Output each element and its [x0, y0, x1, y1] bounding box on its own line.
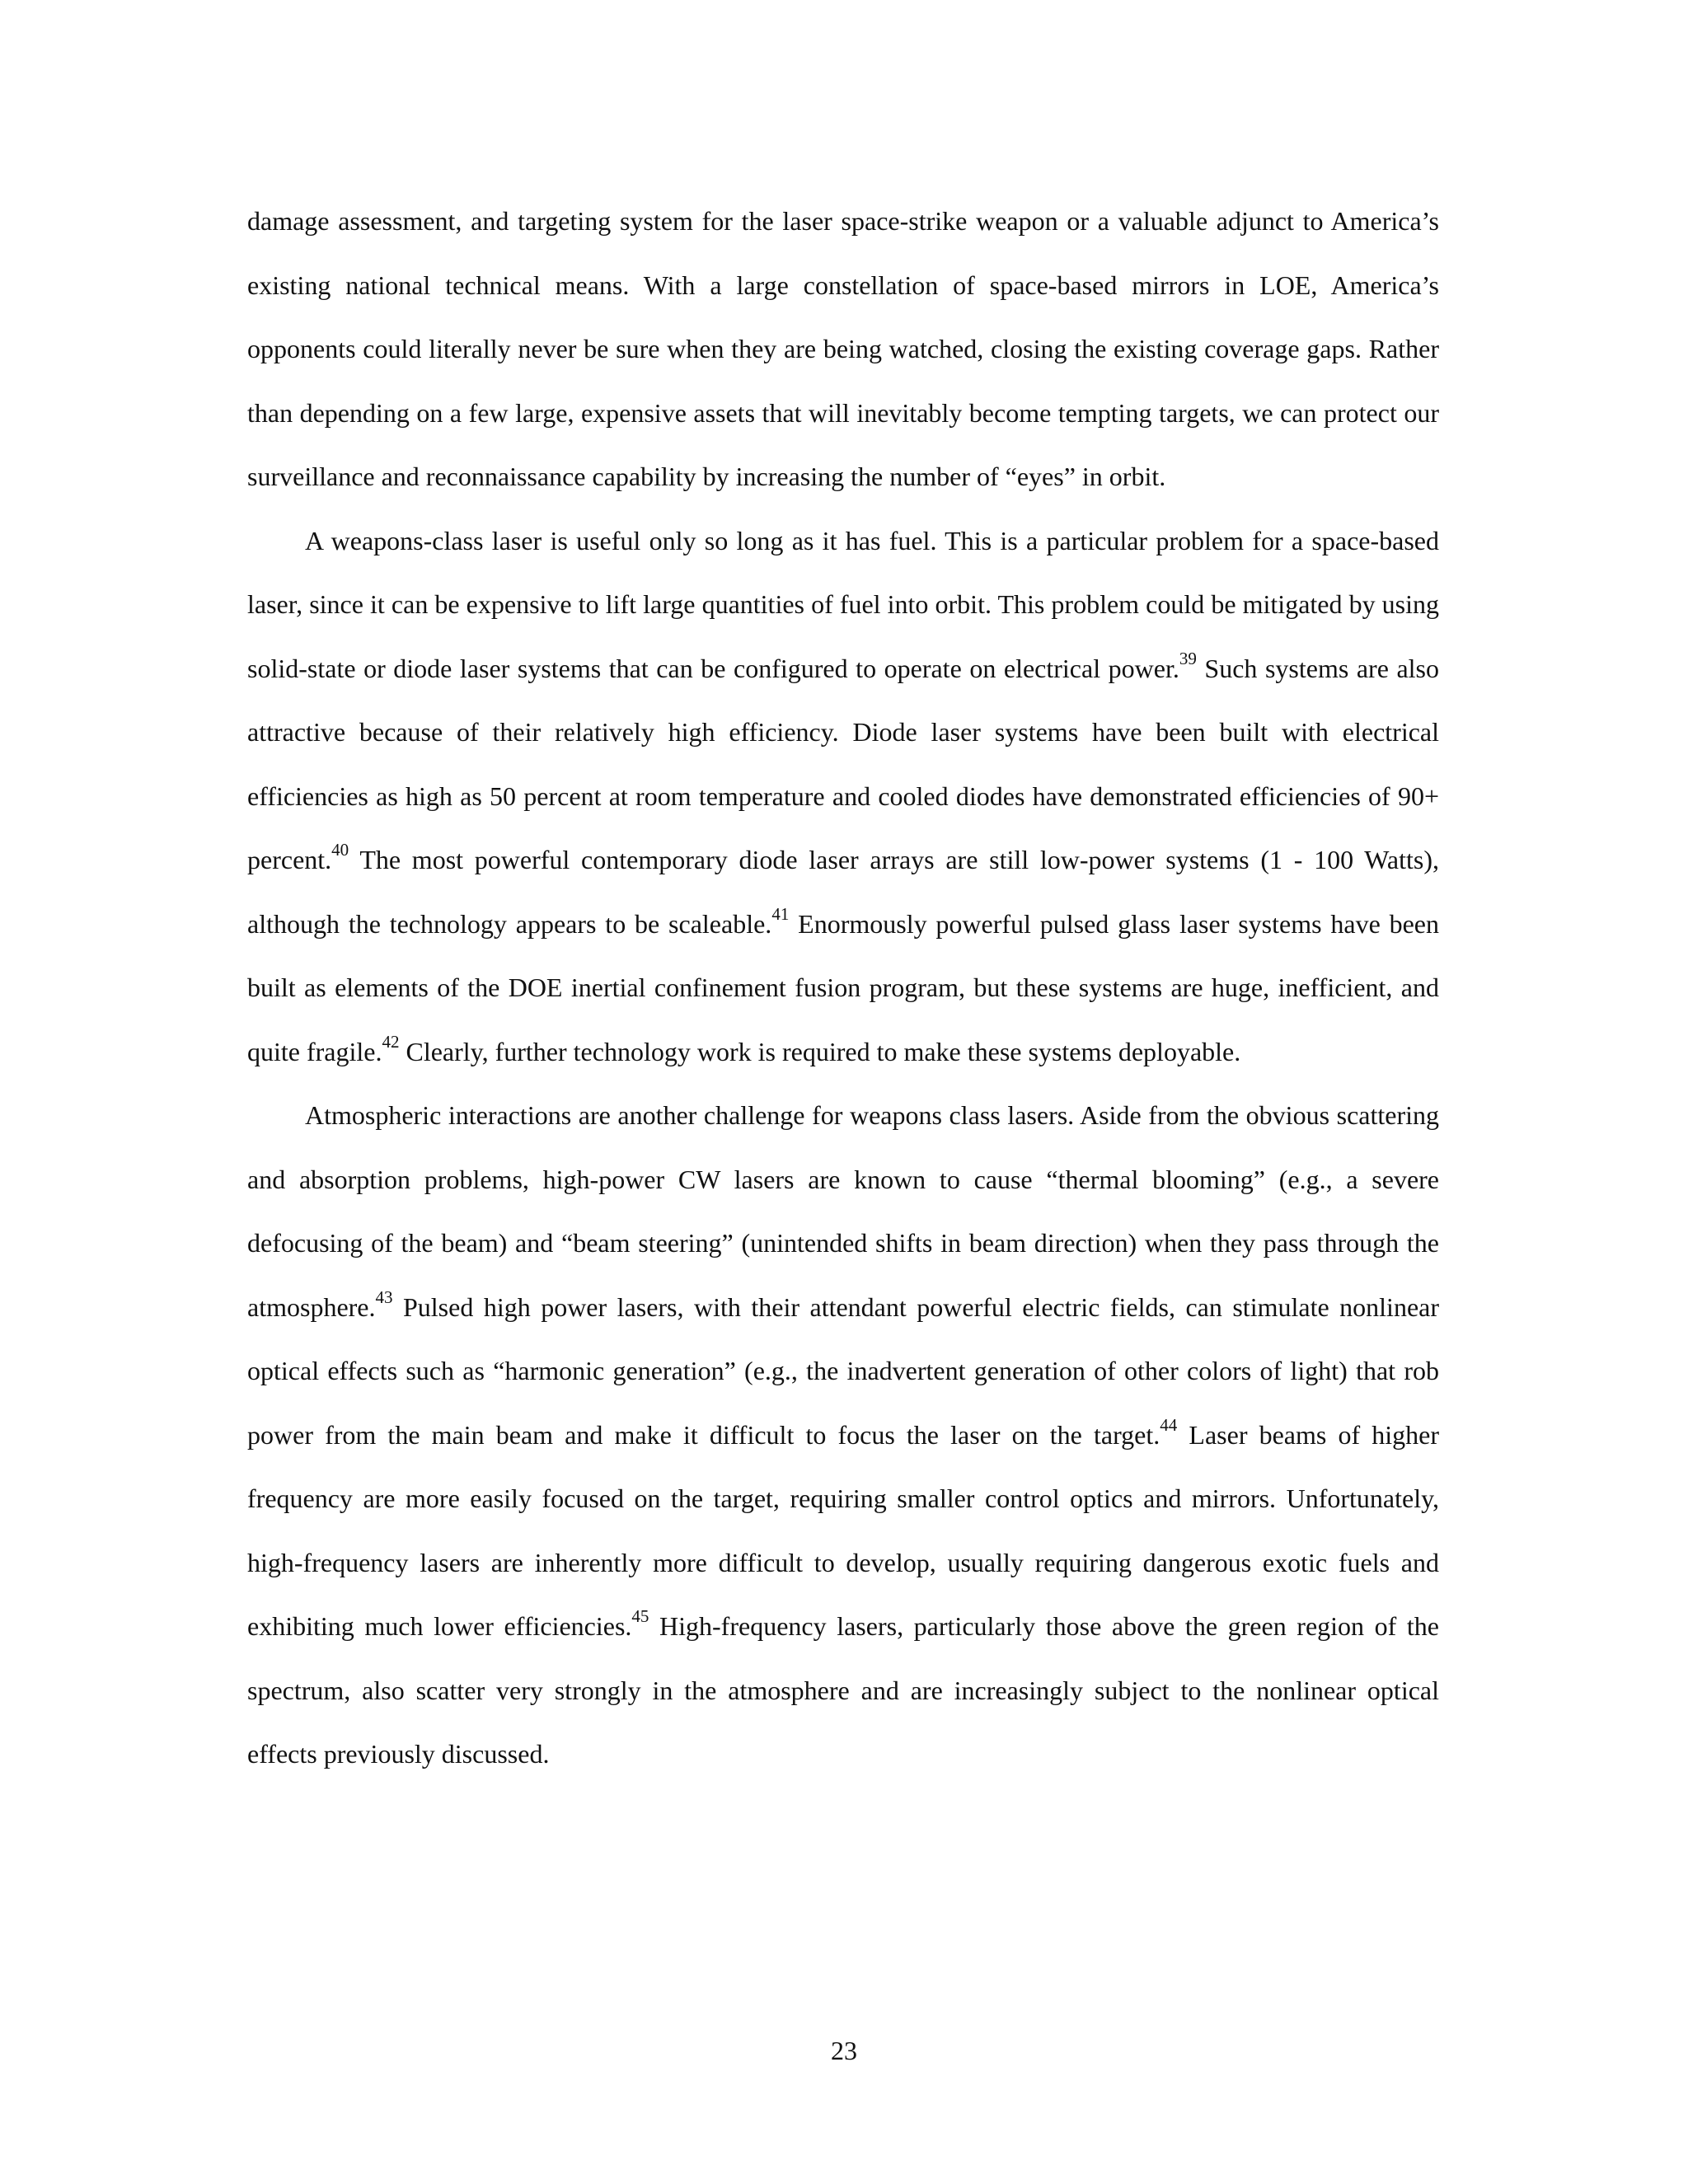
page-number: 23	[831, 2036, 857, 2065]
paragraph-3-text-4: High-frequency lasers, particularly those above the green region of the spectrum, also scatter very strongly in the atmosphere and are increasingly subject to the nonlinear optical effects previously discussed.	[247, 1611, 1440, 1769]
paragraph-3-text-1: Atmospheric interactions are another challenge for weapons class lasers. Aside from the obvious scattering and absorption problems, high-power CW lasers are known to cause “thermal blooming” (e.g., a severe defocusing of the beam) and “beam steering” (unintended shifts in beam direction) when they pass through the atmosphere.	[247, 1100, 1439, 1322]
paragraph-2-text-5: Clearly, further technology work is required to make these systems deployable.	[399, 1036, 1241, 1066]
paragraph-3-text-3: Laser beams of higher frequency are more easily focused on the target, requiring smaller control optics and mirrors. Unfortunately, high-frequency lasers are inherently more difficult to develop, usually requiring dangerous exotic fuels and exhibiting much lower efficiencies.	[247, 1419, 1440, 1641]
footnote-ref-39[interactable]: 39	[1179, 648, 1197, 668]
footnote-ref-42[interactable]: 42	[382, 1031, 400, 1052]
paragraph-1-text: damage assessment, and targeting system for the laser space-strike weapon or a valuable adjunct to America’s existing national technical means. With a large constellation of space-based mirrors in LOE, America’s opponents could literally never be sure when they are being watched, closing the existing coverage gaps. Rather than depending on a few large, expensive assets that will inevitably become tempting targets, we can protect our surveillance and reconnaissance capability by increasing the number of “eyes” in orbit.	[247, 206, 1439, 491]
paragraph-2-text-1: A weapons-class laser is useful only so long as it has fuel. This is a particular problem for a space-based laser, since it can be expensive to lift large quantities of fuel into orbit. This problem could be mitigated by using solid-state or diode laser systems that can be configured to operate on electrical power.	[247, 525, 1439, 683]
paragraph-2	[247, 509, 1439, 1085]
footnote-ref-41[interactable]: 41	[771, 903, 790, 924]
footnote-ref-43[interactable]: 43	[375, 1286, 393, 1307]
footnote-ref-44[interactable]: 44	[1160, 1414, 1178, 1435]
paragraph-3-text-2: Pulsed high power lasers, with their attendant powerful electric fields, can stimulate nonlinear optical effects such as “harmonic generation” (e.g., the inadvertent generation of other colors of light) that rob power from the main beam and make it difficult to focus the laser on the target.	[247, 1291, 1439, 1450]
paragraph-3	[247, 1084, 1439, 1787]
paragraph-2-text-3: The most powerful contemporary diode laser arrays are still low-power systems (1 - 100 Watts), although the technology appears to be scaleable.	[247, 845, 1439, 939]
footnote-ref-40[interactable]: 40	[331, 840, 349, 860]
paragraph-2-text-2: Such systems are also attractive because of their relatively high efficiency. Diode laser systems have been built with electrical efficiencies as high as 50 percent at room temperature and cooled diodes have demonstrated efficiencies of 90+ percent.	[247, 653, 1440, 874]
footnote-ref-45[interactable]: 45	[631, 1606, 649, 1627]
paragraph-1	[247, 190, 1439, 509]
paragraph-2-text-4: Enormously powerful pulsed glass laser systems have been built as elements of the DOE inertial confinement fusion program, but these systems are huge, inefficient, and quite fragile.	[247, 908, 1440, 1066]
body-text	[247, 190, 1439, 1787]
